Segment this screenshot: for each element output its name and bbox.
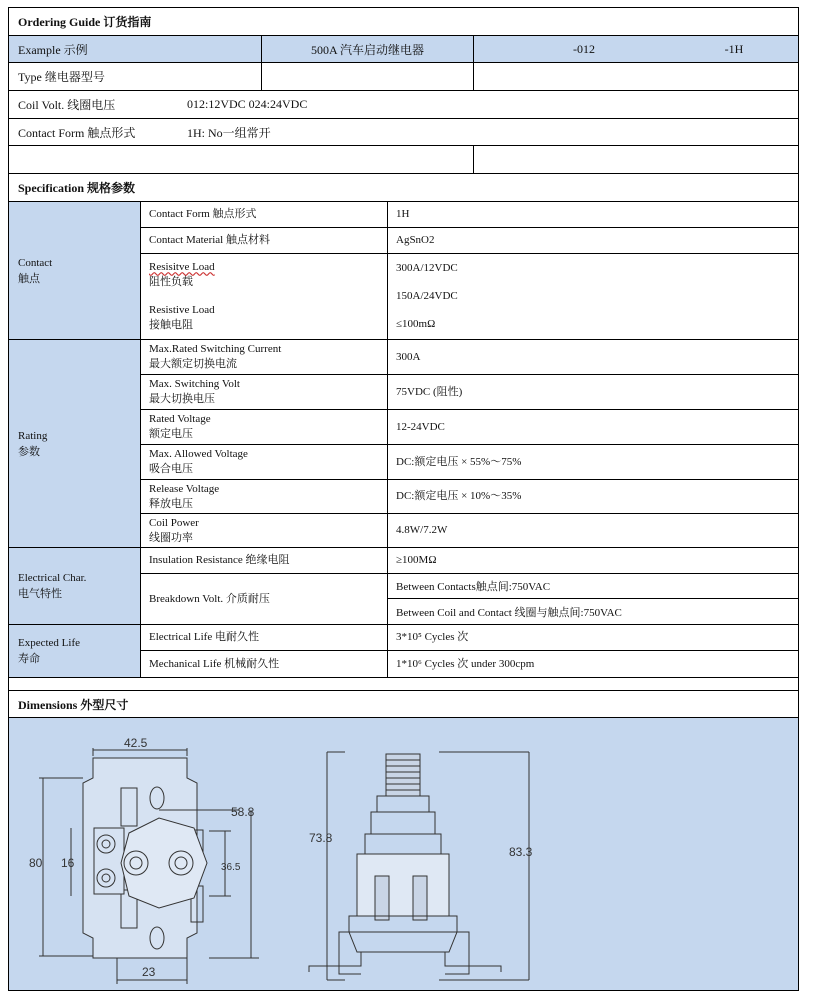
- spec-name-group: [141, 254, 388, 339]
- type-row: [9, 63, 798, 91]
- example-row: [9, 36, 798, 63]
- spec-row-contact-material: [141, 228, 798, 254]
- spec-value: 1*10⁶ Cycles 次 under 300cpm: [396, 657, 535, 670]
- spec-value: 150A/24VDC: [396, 289, 458, 302]
- spec-value: AgSnO2: [396, 234, 435, 246]
- coil-volt-label: Coil Volt. 线圈电压: [18, 98, 116, 112]
- spec-value: ≤100mΩ: [396, 318, 436, 331]
- group-electrical-cn: 电气特性: [18, 588, 62, 600]
- spec-name-cn: 阻性负载: [149, 276, 193, 289]
- example-model: 500A 汽车启动继电器: [262, 36, 474, 62]
- spec-name-group: [141, 445, 388, 479]
- example-code-form: -1H: [724, 41, 744, 56]
- coil-volt-value: 012:12VDC 024:24VDC: [187, 97, 308, 111]
- spec-row-insulation: [141, 548, 798, 574]
- spec-value: Between Contacts触点间:750VAC: [388, 574, 798, 599]
- spec-name-group: [141, 514, 388, 547]
- spec-name: Contact Material 触点材料: [141, 228, 388, 253]
- dim-bottom-label: 23: [142, 965, 156, 979]
- spec-name-en: Release Voltage: [149, 482, 220, 495]
- dim-mid-label: 36.5: [221, 862, 241, 873]
- group-life-en: Expected Life: [18, 637, 80, 649]
- spec-row-allowed-voltage: [141, 445, 798, 480]
- spec-row-release-voltage: [141, 480, 798, 514]
- specification-header: [9, 174, 798, 202]
- group-contact: [9, 202, 141, 340]
- spec-row-coil-power: [141, 514, 798, 548]
- group-electrical-en: Electrical Char.: [18, 572, 87, 584]
- spec-name: Contact Form 触点形式: [141, 202, 388, 227]
- blank-cell: [9, 146, 474, 173]
- spec-name-en: Max. Switching Volt: [149, 378, 240, 390]
- ordering-guide-title: Ordering Guide 订货指南: [18, 15, 152, 29]
- spec-value: 300A: [396, 350, 421, 363]
- spacer-row: [9, 677, 798, 691]
- spec-value: 12-24VDC: [396, 420, 445, 433]
- contact-form-value: 1H: No一组常开: [187, 125, 271, 140]
- group-contact-en: Contact: [18, 256, 53, 269]
- dimensions-title: Dimensions 外型尺寸: [18, 697, 129, 712]
- spec-value: 300A/12VDC: [396, 261, 458, 274]
- spec-name-en: Resisitve Load: [149, 261, 215, 274]
- side-view-drawing: [309, 752, 529, 980]
- spec-name: Breakdown Volt. 介质耐压: [141, 574, 388, 624]
- example-label: Example 示例: [9, 36, 262, 62]
- dim-height-label: 80: [29, 856, 43, 870]
- dimension-drawing: [9, 718, 798, 990]
- dim-side-total-label: 83.3: [509, 845, 533, 859]
- spec-name-en: Rated Voltage: [149, 413, 211, 425]
- spec-name-cn: 接触电阻: [149, 318, 193, 331]
- ordering-guide-header: [9, 8, 798, 36]
- spec-value-group: [388, 254, 798, 339]
- type-empty-cell: [262, 63, 474, 90]
- spec-name-en: Max.Rated Switching Current: [149, 343, 282, 355]
- group-contact-cn: 触点: [18, 272, 40, 285]
- coil-volt-row: [9, 91, 798, 119]
- spec-name-en: Resistive Load: [149, 303, 215, 316]
- spec-name-group: [141, 480, 388, 513]
- group-life-cn: 寿命: [18, 653, 40, 665]
- spec-name-cn: 吸合电压: [149, 463, 193, 475]
- spec-value: DC:额定电压 × 10%～35%: [396, 490, 522, 502]
- spec-row-contact-form: [141, 202, 798, 228]
- spec-row-resistive-load: [141, 254, 798, 340]
- spec-name-block: [149, 303, 387, 333]
- spec-value: ≥100MΩ: [396, 554, 437, 566]
- spec-row-mechanical-life: [141, 651, 798, 677]
- spec-name-group: [141, 410, 388, 444]
- spec-name-group: [141, 340, 388, 374]
- spec-row-max-current: [141, 340, 798, 375]
- spec-name-cn: 额定电压: [149, 428, 193, 440]
- group-life: [9, 625, 141, 677]
- spec-name-en: Coil Power: [149, 516, 199, 529]
- dim-width-label: 42.5: [124, 736, 148, 750]
- spec-name-block: [149, 260, 387, 290]
- ordering-spec-sheet: [8, 7, 799, 991]
- contact-form-row: [9, 119, 798, 146]
- spec-name-en: Max. Allowed Voltage: [149, 448, 248, 460]
- dim-side-body-label: 73.8: [309, 831, 333, 845]
- spec-row-rated-voltage: [141, 410, 798, 445]
- type-label: Type 继电器型号: [9, 63, 262, 90]
- dimensions-header: [9, 691, 798, 718]
- spec-row-breakdown: [141, 574, 798, 625]
- group-rating: [9, 340, 141, 548]
- spec-row-max-volt: [141, 375, 798, 410]
- spec-value: 75VDC (阻性): [396, 385, 463, 398]
- spec-name-cn: 线圈功率: [149, 531, 193, 544]
- spec-value: Between Coil and Contact 线圈与触点间:750VAC: [396, 607, 622, 619]
- spec-name: Electrical Life 电耐久性: [141, 625, 388, 650]
- spec-value: 4.8W/7.2W: [396, 524, 448, 536]
- spec-value: 1H: [396, 208, 410, 220]
- blank-row: [9, 146, 798, 174]
- spec-name-cn: 释放电压: [149, 497, 193, 510]
- dim-top-label: 58.8: [231, 805, 255, 819]
- spec-value: DC:额定电压 × 55%～75%: [396, 455, 522, 468]
- dimensions-drawing-area: [9, 718, 798, 990]
- spec-name-cn: 最大切换电压: [149, 393, 215, 405]
- group-rating-en: Rating: [18, 429, 48, 442]
- example-code-voltage: -012: [573, 41, 595, 56]
- dim-pitch-label: 16: [61, 856, 75, 870]
- spec-name-cn: 最大额定切换电流: [149, 358, 237, 370]
- contact-form-label: Contact Form 触点形式: [18, 125, 136, 140]
- spec-row-electrical-life: [141, 625, 798, 651]
- specification-title: Specification 规格参数: [18, 181, 135, 195]
- spec-name-group: [141, 375, 388, 409]
- spec-name: Mechanical Life 机械耐久性: [141, 651, 388, 677]
- spec-name: Insulation Resistance 绝缘电阻: [141, 548, 388, 573]
- group-rating-cn: 参数: [18, 445, 40, 458]
- spec-value: 3*10⁵ Cycles 次: [396, 631, 469, 643]
- group-electrical: [9, 548, 141, 625]
